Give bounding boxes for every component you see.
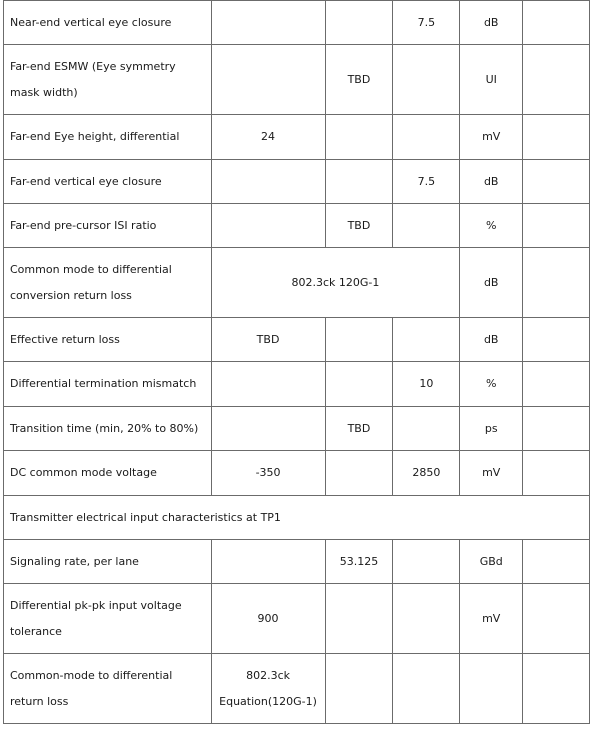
notes-cell — [523, 115, 590, 160]
table-row — [4, 407, 590, 451]
max-cell: 2850 — [393, 451, 460, 496]
notes-cell — [523, 318, 590, 362]
typ-cell: TBD — [325, 407, 393, 451]
typ-cell — [325, 362, 393, 407]
min-cell: 900 — [211, 584, 325, 654]
param-cell: Near-end vertical eye closure — [4, 1, 212, 45]
min-cell — [211, 204, 325, 248]
unit-cell: % — [460, 204, 523, 248]
table-row — [4, 654, 590, 724]
unit-cell: % — [460, 362, 523, 407]
table-row — [4, 318, 590, 362]
table-row — [4, 362, 590, 407]
notes-cell — [523, 584, 590, 654]
unit-cell: dB — [460, 160, 523, 204]
param-cell: Differential pk-pk input voltage tolerance — [4, 584, 212, 654]
param-cell: Signaling rate, per lane — [4, 540, 212, 584]
unit-cell: GBd — [460, 540, 523, 584]
max-cell — [393, 584, 460, 654]
min-cell: 802.3ck Equation(120G-1) — [211, 654, 325, 724]
max-cell — [393, 115, 460, 160]
notes-cell — [523, 451, 590, 496]
typ-cell — [325, 115, 393, 160]
min-cell — [211, 1, 325, 45]
unit-cell: mV — [460, 451, 523, 496]
unit-cell: ps — [460, 407, 523, 451]
table-row — [4, 160, 590, 204]
typ-cell: TBD — [325, 45, 393, 115]
notes-cell — [523, 45, 590, 115]
notes-cell — [523, 204, 590, 248]
unit-cell: mV — [460, 584, 523, 654]
param-cell: Far-end ESMW (Eye symmetry mask width) — [4, 45, 212, 115]
max-cell: 7.5 — [393, 1, 460, 45]
unit-cell: dB — [460, 318, 523, 362]
param-cell: Common mode to differential conversion return loss — [4, 248, 212, 318]
typ-cell: 53.125 — [325, 540, 393, 584]
notes-cell — [523, 654, 590, 724]
table-row — [4, 115, 590, 160]
notes-cell — [523, 407, 590, 451]
spec-reference-cell: 802.3ck 120G-1 — [211, 248, 460, 318]
param-cell: Effective return loss — [4, 318, 212, 362]
max-cell — [393, 318, 460, 362]
typ-cell — [325, 1, 393, 45]
table-row — [4, 204, 590, 248]
param-cell: Common-mode to differential return loss — [4, 654, 212, 724]
typ-cell — [325, 584, 393, 654]
typ-cell — [325, 160, 393, 204]
param-cell: DC common mode voltage — [4, 451, 212, 496]
max-cell — [393, 540, 460, 584]
max-cell — [393, 654, 460, 724]
unit-cell — [460, 654, 523, 724]
max-cell: 7.5 — [393, 160, 460, 204]
table-row — [4, 45, 590, 115]
notes-cell — [523, 160, 590, 204]
unit-cell: dB — [460, 1, 523, 45]
param-cell: Transition time (min, 20% to 80%) — [4, 407, 212, 451]
unit-cell: UI — [460, 45, 523, 115]
min-cell: 24 — [211, 115, 325, 160]
max-cell — [393, 204, 460, 248]
min-cell: -350 — [211, 451, 325, 496]
param-cell: Far-end pre-cursor ISI ratio — [4, 204, 212, 248]
min-cell — [211, 362, 325, 407]
param-cell: Far-end Eye height, differential — [4, 115, 212, 160]
min-cell — [211, 540, 325, 584]
typ-cell — [325, 318, 393, 362]
notes-cell — [523, 1, 590, 45]
typ-cell: TBD — [325, 204, 393, 248]
notes-cell — [523, 540, 590, 584]
table-row — [4, 540, 590, 584]
typ-cell — [325, 451, 393, 496]
min-cell: TBD — [211, 318, 325, 362]
spec-table — [3, 0, 590, 724]
unit-cell: dB — [460, 248, 523, 318]
unit-cell: mV — [460, 115, 523, 160]
typ-cell — [325, 654, 393, 724]
max-cell — [393, 407, 460, 451]
table-row — [4, 584, 590, 654]
param-cell: Differential termination mismatch — [4, 362, 212, 407]
min-cell — [211, 407, 325, 451]
notes-cell — [523, 248, 590, 318]
table-row — [4, 248, 590, 318]
section-row — [4, 496, 590, 540]
param-cell: Far-end vertical eye closure — [4, 160, 212, 204]
min-cell — [211, 160, 325, 204]
section-header: Transmitter electrical input characteristics at TP1 — [4, 496, 590, 540]
max-cell — [393, 45, 460, 115]
min-cell — [211, 45, 325, 115]
table-row — [4, 1, 590, 45]
table-row — [4, 451, 590, 496]
max-cell: 10 — [393, 362, 460, 407]
notes-cell — [523, 362, 590, 407]
